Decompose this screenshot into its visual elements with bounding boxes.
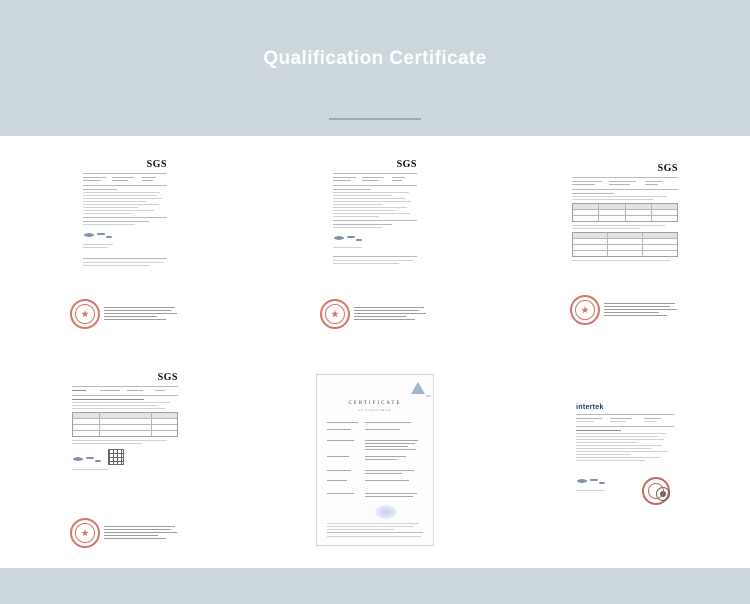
seal-caption-lines bbox=[604, 303, 680, 318]
accreditation-badge-icon bbox=[656, 487, 670, 501]
divider bbox=[572, 177, 678, 178]
divider bbox=[83, 173, 167, 174]
report-meta bbox=[333, 177, 417, 183]
sgs-logo-icon: SGS bbox=[157, 372, 178, 383]
title-divider bbox=[329, 118, 421, 120]
certificate-image-sgs-test-report-2[interactable] bbox=[327, 154, 423, 282]
divider bbox=[333, 220, 417, 221]
signature-mark bbox=[83, 229, 113, 241]
signature-mark bbox=[333, 232, 363, 244]
report-meta bbox=[72, 390, 178, 393]
report-conclusion bbox=[333, 224, 417, 228]
intertek-logo-icon: intertek bbox=[576, 404, 604, 411]
certificate-cell bbox=[250, 352, 500, 568]
report-conclusion bbox=[83, 221, 167, 225]
certificate-cell bbox=[0, 136, 250, 352]
certificate-image-sgs-test-report-3[interactable] bbox=[566, 158, 684, 262]
report-meta bbox=[572, 181, 678, 187]
divider bbox=[572, 189, 678, 190]
divider bbox=[576, 426, 674, 427]
certificate-title: CERTIFICATE bbox=[348, 401, 402, 406]
certificate-subtitle: of Conformity bbox=[358, 408, 392, 412]
report-meta bbox=[83, 177, 167, 183]
red-seal-certificate-strip[interactable] bbox=[70, 513, 180, 553]
divider bbox=[72, 386, 178, 387]
page-banner bbox=[0, 0, 750, 136]
red-seal-icon bbox=[70, 518, 100, 548]
divider bbox=[83, 185, 167, 186]
divider bbox=[576, 414, 674, 415]
seal-caption-lines bbox=[104, 526, 180, 541]
seal-caption-lines bbox=[354, 307, 430, 322]
red-seal-certificate-strip[interactable] bbox=[320, 294, 430, 334]
sgs-logo-icon: SGS bbox=[146, 159, 167, 170]
sgs-logo-icon: SGS bbox=[657, 163, 678, 174]
report-body bbox=[72, 399, 178, 409]
red-stamp-icon bbox=[642, 477, 670, 505]
report-body bbox=[572, 193, 678, 200]
certificate-cell bbox=[0, 352, 250, 568]
certificate-alt-text bbox=[327, 385, 328, 386]
divider bbox=[83, 217, 167, 218]
red-seal-certificate-strip[interactable] bbox=[570, 290, 680, 330]
certificate-image-certificate-of-conformity[interactable] bbox=[316, 374, 434, 546]
certificate-cell bbox=[500, 136, 750, 352]
divider bbox=[72, 395, 178, 396]
certificate-cell bbox=[500, 352, 750, 568]
divider bbox=[333, 185, 417, 186]
certificate-image-intertek-report[interactable] bbox=[570, 399, 680, 521]
results-table bbox=[72, 412, 178, 437]
report-body bbox=[83, 189, 167, 214]
certificate-fields bbox=[327, 422, 423, 499]
certificate-footer bbox=[327, 523, 423, 539]
divider bbox=[333, 173, 417, 174]
logo-caption: TÜV bbox=[425, 395, 431, 398]
red-seal-icon bbox=[70, 299, 100, 329]
sgs-logo-icon: SGS bbox=[396, 159, 417, 170]
results-table bbox=[572, 203, 678, 222]
red-seal-icon bbox=[570, 295, 600, 325]
report-body bbox=[333, 189, 417, 217]
red-seal-certificate-strip[interactable] bbox=[70, 294, 180, 334]
report-body bbox=[576, 430, 674, 461]
triangle-logo-icon bbox=[411, 382, 425, 394]
blue-seal-icon bbox=[375, 505, 397, 519]
signature-mark bbox=[576, 475, 606, 487]
page-footer-strip bbox=[0, 568, 750, 604]
certificate-cell bbox=[250, 136, 500, 352]
report-meta bbox=[576, 418, 674, 424]
signature-mark bbox=[72, 453, 102, 465]
page-title: Qualification Certificate bbox=[263, 48, 487, 69]
qr-code-icon bbox=[108, 449, 124, 465]
seal-caption-lines bbox=[104, 307, 180, 322]
certificate-gallery bbox=[0, 136, 750, 568]
certificate-image-sgs-test-report-4[interactable] bbox=[66, 367, 184, 477]
results-table-secondary bbox=[572, 232, 678, 257]
red-seal-icon bbox=[320, 299, 350, 329]
certificate-image-sgs-test-report-1[interactable] bbox=[77, 154, 173, 282]
